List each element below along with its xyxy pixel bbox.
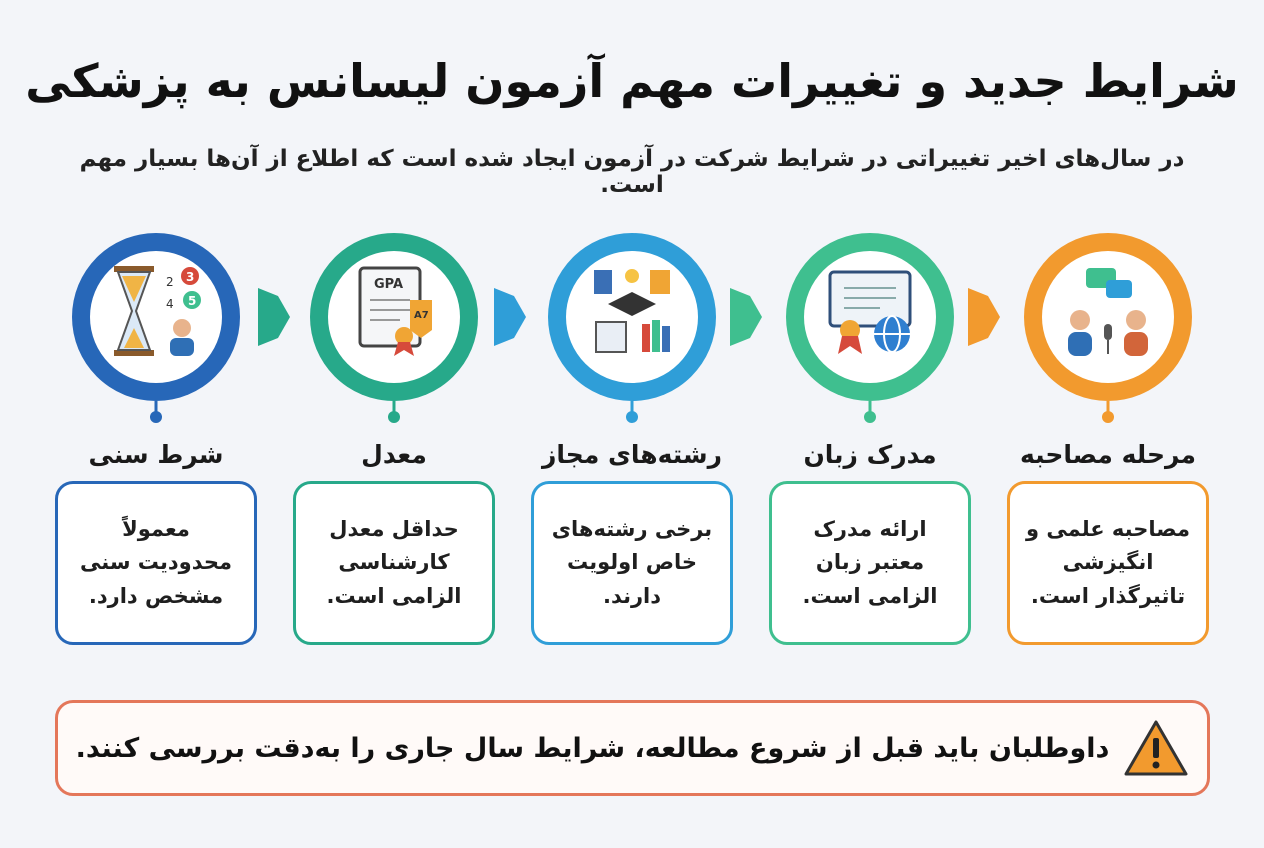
notice-box [55, 700, 1210, 796]
connector-arrow [968, 288, 1000, 346]
age-mark-4: 4 [166, 297, 174, 311]
step-circle-interview [1024, 233, 1192, 423]
grade-mark: A7 [414, 310, 429, 321]
connector-arrow [258, 288, 290, 346]
step-label-age: شرط سنی [88, 440, 224, 469]
connector-arrow [494, 288, 526, 346]
age-mark-3: 2 [166, 275, 174, 289]
step-label-language: مدرک زبان [803, 440, 937, 469]
step-circle-age [72, 233, 240, 423]
age-mark-1: 3 [186, 270, 195, 284]
connector-arrow [730, 288, 762, 346]
step-label-interview: مرحله مصاحبه [1019, 440, 1196, 469]
step-card-interview: مصاحبه علمی و انگیزشی تاثیرگذار است. [1007, 481, 1209, 645]
step-circle-language [786, 233, 954, 423]
page-title: شرایط جدید و تغییرات مهم آزمون لیسانس به پزشکی [25, 54, 1239, 108]
step-circle-fields [548, 233, 716, 423]
notice-text: داوطلبان باید قبل از شروع مطالعه، شرایط سال جاری را به‌دقت بررسی کنند. [75, 732, 1110, 764]
step-label-gpa: معدل [361, 440, 427, 469]
timeline [0, 224, 1264, 429]
step-card-fields: برخی رشته‌های خاص اولویت دارند. [531, 481, 733, 645]
age-mark-2: 5 [188, 294, 197, 308]
step-circle-gpa [310, 233, 478, 423]
page-subtitle: در سال‌های اخیر تغییراتی در شرایط شرکت در آزمون ایجاد شده است که اطلاع از آن‌ها بسیار مهم است. [79, 146, 1185, 198]
step-label-fields: رشته‌های مجاز [542, 440, 722, 469]
warning-icon [1123, 718, 1189, 778]
gpa-document-icon [360, 268, 432, 356]
step-card-gpa: حداقل معدل کارشناسی الزامی است. [293, 481, 495, 645]
step-card-age: معمولاً محدودیت سنی مشخص دارد. [55, 481, 257, 645]
gpa-mark: GPA [374, 277, 404, 292]
step-card-language: ارائه مدرک معتبر زبان الزامی است. [769, 481, 971, 645]
